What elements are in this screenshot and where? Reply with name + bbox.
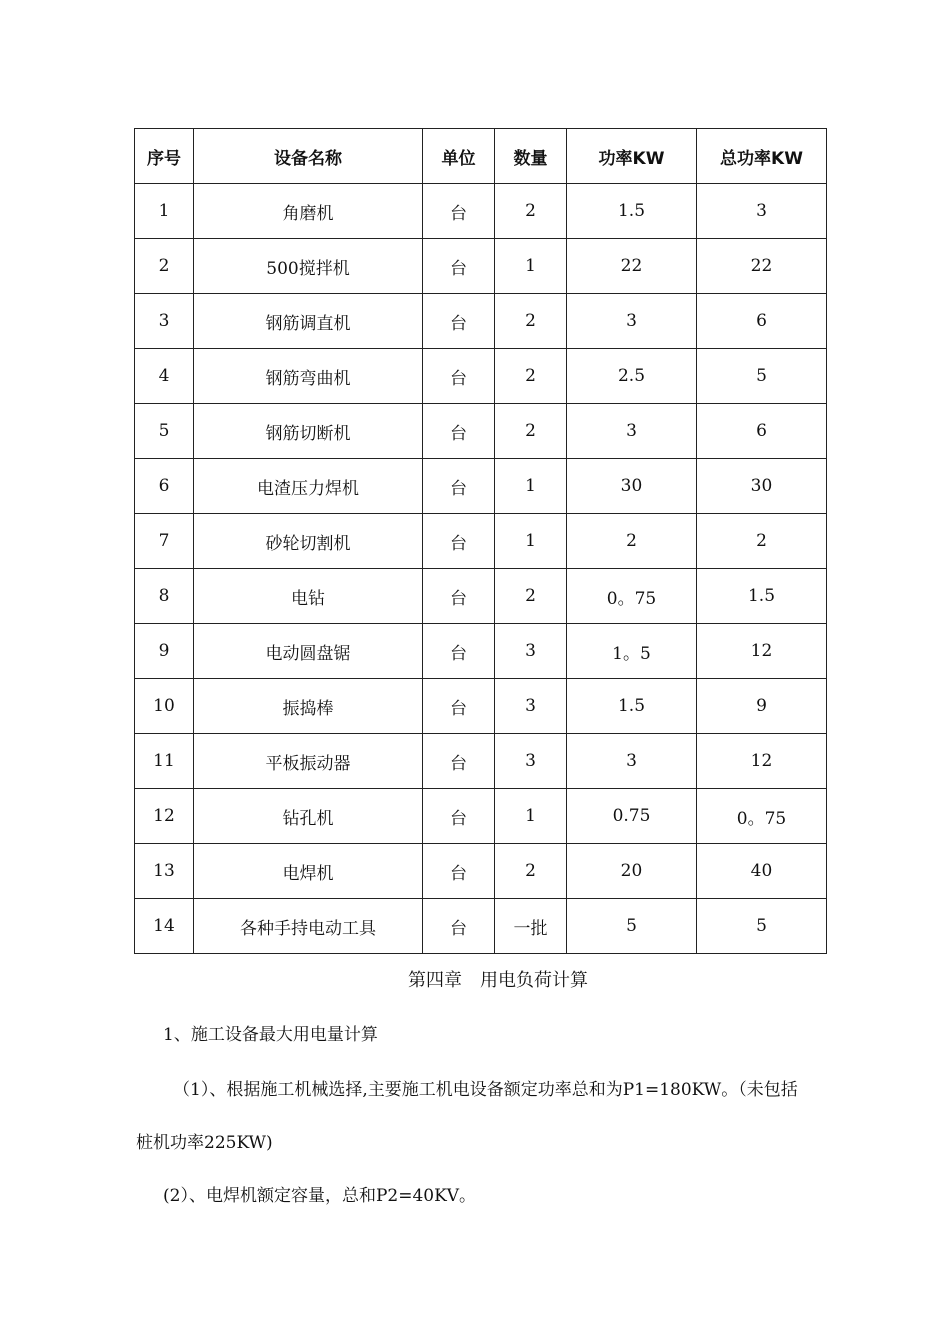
cell-quantity: 3 (495, 624, 567, 679)
cell-device-name: 电动圆盘锯 (194, 624, 423, 679)
cell-index: 14 (135, 899, 194, 954)
cell-quantity: 3 (495, 679, 567, 734)
cell-index: 8 (135, 569, 194, 624)
header-device-name: 设备名称 (194, 129, 423, 184)
table-row (135, 184, 827, 239)
cell-total-power: 12 (697, 624, 827, 679)
cell-quantity: 3 (495, 734, 567, 789)
cell-device-name: 角磨机 (194, 184, 423, 239)
cell-total-power: 1.5 (697, 569, 827, 624)
cell-index: 3 (135, 294, 194, 349)
cell-quantity: 1 (495, 789, 567, 844)
cell-unit: 台 (423, 569, 495, 624)
cell-total-power: 5 (697, 349, 827, 404)
cell-index: 6 (135, 459, 194, 514)
cell-total-power: 3 (697, 184, 827, 239)
cell-quantity: 1 (495, 459, 567, 514)
cell-unit: 台 (423, 404, 495, 459)
cell-device-name: 电渣压力焊机 (194, 459, 423, 514)
header-quantity: 数量 (495, 129, 567, 184)
cell-device-name: 钢筋弯曲机 (194, 349, 423, 404)
table-row (135, 349, 827, 404)
cell-quantity: 2 (495, 294, 567, 349)
paragraph-line: （1）、根据施工机械选择,主要施工机电设备额定功率总和为P1=180KW。（未包括 (173, 1080, 798, 1100)
cell-unit: 台 (423, 624, 495, 679)
cell-index: 5 (135, 404, 194, 459)
table-row (135, 789, 827, 844)
cell-total-power: 6 (697, 294, 827, 349)
cell-device-name: 平板振动器 (194, 734, 423, 789)
cell-unit: 台 (423, 294, 495, 349)
cell-unit: 台 (423, 239, 495, 294)
cell-power: 5 (567, 899, 697, 954)
header-total-power: 总功率KW (697, 129, 827, 184)
table-row (135, 569, 827, 624)
cell-power: 30 (567, 459, 697, 514)
table-row (135, 514, 827, 569)
cell-quantity: 一批 (495, 899, 567, 954)
paragraph-line: 桩机功率225KW) (136, 1133, 273, 1153)
cell-unit: 台 (423, 899, 495, 954)
cell-total-power: 22 (697, 239, 827, 294)
table-row (135, 294, 827, 349)
table-row (135, 679, 827, 734)
cell-device-name: 砂轮切割机 (194, 514, 423, 569)
table-row (135, 624, 827, 679)
cell-unit: 台 (423, 349, 495, 404)
cell-power: 1.5 (567, 184, 697, 239)
cell-quantity: 2 (495, 569, 567, 624)
header-index: 序号 (135, 129, 194, 184)
cell-power: 3 (567, 734, 697, 789)
cell-total-power: 6 (697, 404, 827, 459)
cell-device-name: 振捣棒 (194, 679, 423, 734)
cell-power: 1.5 (567, 679, 697, 734)
table-row (135, 404, 827, 459)
cell-power: 20 (567, 844, 697, 899)
cell-power: 1。5 (567, 624, 697, 679)
cell-quantity: 2 (495, 184, 567, 239)
cell-quantity: 2 (495, 404, 567, 459)
cell-index: 4 (135, 349, 194, 404)
cell-quantity: 1 (495, 514, 567, 569)
cell-total-power: 0。75 (697, 789, 827, 844)
equipment-table (134, 128, 827, 954)
header-power: 功率KW (567, 129, 697, 184)
cell-quantity: 2 (495, 844, 567, 899)
section-heading: 1、施工设备最大用电量计算 (163, 1025, 378, 1045)
cell-power: 22 (567, 239, 697, 294)
cell-total-power: 2 (697, 514, 827, 569)
table-row (135, 844, 827, 899)
cell-device-name: 电钻 (194, 569, 423, 624)
cell-device-name: 钢筋切断机 (194, 404, 423, 459)
cell-device-name: 钻孔机 (194, 789, 423, 844)
cell-unit: 台 (423, 514, 495, 569)
cell-unit: 台 (423, 679, 495, 734)
chapter-title: 第四章 用电负荷计算 (408, 970, 588, 991)
cell-unit: 台 (423, 184, 495, 239)
table-header-row (135, 129, 827, 184)
table-row (135, 239, 827, 294)
cell-unit: 台 (423, 459, 495, 514)
cell-index: 1 (135, 184, 194, 239)
cell-total-power: 5 (697, 899, 827, 954)
cell-index: 10 (135, 679, 194, 734)
cell-index: 13 (135, 844, 194, 899)
cell-total-power: 9 (697, 679, 827, 734)
cell-total-power: 12 (697, 734, 827, 789)
cell-power: 3 (567, 404, 697, 459)
cell-power: 0.75 (567, 789, 697, 844)
cell-power: 2 (567, 514, 697, 569)
cell-power: 0。75 (567, 569, 697, 624)
cell-quantity: 1 (495, 239, 567, 294)
cell-index: 7 (135, 514, 194, 569)
cell-unit: 台 (423, 734, 495, 789)
cell-device-name: 500搅拌机 (194, 239, 423, 294)
cell-index: 11 (135, 734, 194, 789)
table-body (135, 184, 827, 954)
cell-index: 9 (135, 624, 194, 679)
cell-unit: 台 (423, 844, 495, 899)
cell-total-power: 40 (697, 844, 827, 899)
cell-total-power: 30 (697, 459, 827, 514)
cell-power: 3 (567, 294, 697, 349)
paragraph-line: (2）、电焊机额定容量，总和P2=40KV。 (163, 1186, 477, 1206)
cell-device-name: 电焊机 (194, 844, 423, 899)
cell-unit: 台 (423, 789, 495, 844)
table-row (135, 734, 827, 789)
table-row (135, 459, 827, 514)
cell-device-name: 各种手持电动工具 (194, 899, 423, 954)
cell-index: 12 (135, 789, 194, 844)
header-unit: 单位 (423, 129, 495, 184)
cell-power: 2.5 (567, 349, 697, 404)
cell-quantity: 2 (495, 349, 567, 404)
cell-device-name: 钢筋调直机 (194, 294, 423, 349)
cell-index: 2 (135, 239, 194, 294)
table-row (135, 899, 827, 954)
